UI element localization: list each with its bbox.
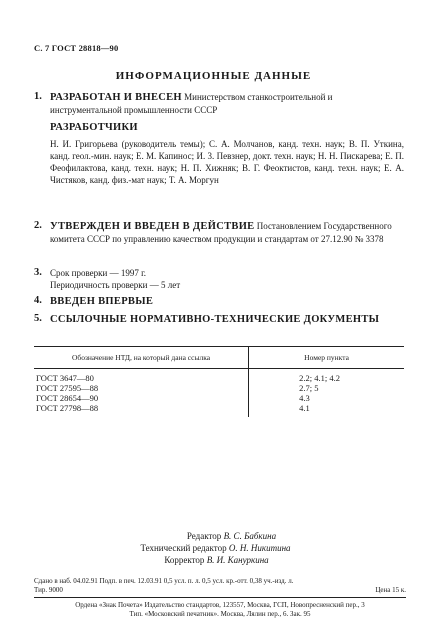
references-table xyxy=(34,346,404,417)
developers-heading: РАЗРАБОТЧИКИ xyxy=(50,122,138,133)
editorial-credits xyxy=(0,530,427,566)
credit-name: О. Н. Никитина xyxy=(228,543,291,553)
imprint-circulation-row xyxy=(34,586,406,595)
imprint-printer: Тип. «Московский печатник». Москва, Лялин пер., 6. Зак. 95 xyxy=(129,609,311,618)
table-cell-item: 4.1 xyxy=(299,403,310,413)
section-heading: ССЫЛОЧНЫЕ НОРМАТИВНО-ТЕХНИЧЕСКИЕ ДОКУМЕНТЫ xyxy=(50,314,380,325)
section-number: 1. xyxy=(34,91,42,102)
imprint-circulation: Тир. 9000 xyxy=(34,585,63,594)
credit-name: В. И. Кануркина xyxy=(206,555,269,565)
table-cell-document: ГОСТ 3647—80 xyxy=(34,369,249,384)
table-cell-document: ГОСТ 27595—88 xyxy=(34,383,249,393)
table-row xyxy=(34,383,404,393)
imprint-price: Цена 15 к. xyxy=(375,585,406,594)
column-header-document: Обозначение НТД, на который дана ссылка xyxy=(34,347,249,369)
review-period: Периодичность проверки — 5 лет xyxy=(50,280,181,290)
table-cell-item: 2.7; 5 xyxy=(299,383,319,393)
section-number: 3. xyxy=(34,267,42,278)
section-heading: РАЗРАБОТАН И ВНЕСЕН xyxy=(50,92,182,103)
table-row xyxy=(34,403,404,417)
section-heading: ВВЕДЕН ВПЕРВЫЕ xyxy=(50,296,154,307)
table-cell-document: ГОСТ 27798—88 xyxy=(34,403,249,417)
section-number: 5. xyxy=(34,313,42,324)
imprint-publisher: Ордена «Знак Почета» Издательство стандартов, 123557, Москва, ГСП, Новопресненский пер., 3 xyxy=(75,601,365,609)
table-cell-document: ГОСТ 28654—90 xyxy=(34,393,249,403)
table-cell-item: 2.2; 4.1; 4.2 xyxy=(299,373,340,383)
imprint-print-data: Сдано в наб. 04.02.91 Подп. в печ. 12.03.91 0,5 усл. п. л. 0,5 усл. кр.-отт. 0,38 уч.-изд. л. xyxy=(34,577,294,585)
section-number: 4. xyxy=(34,295,42,306)
section-text: Министерством станкостроительной и инструментальной промышленности СССР xyxy=(50,92,333,115)
credit-name: В. С. Бабкина xyxy=(223,531,277,541)
credit-role: Редактор xyxy=(186,531,222,541)
section-4 xyxy=(34,295,404,308)
page-header: С. 7 ГОСТ 28818—90 xyxy=(34,43,119,53)
section-number: 2. xyxy=(34,220,42,231)
imprint xyxy=(34,577,406,618)
page-title: ИНФОРМАЦИОННЫЕ ДАННЫЕ xyxy=(115,70,312,82)
credit-role: Технический редактор xyxy=(140,543,227,553)
credit-editor xyxy=(0,530,427,542)
credit-technical-editor xyxy=(0,542,427,554)
section-5 xyxy=(34,313,404,326)
section-3 xyxy=(34,267,404,291)
table-row xyxy=(34,369,404,384)
section-text: Постановлением Государственного комитета СССР по управлению качеством продукции и стандартам от 27.12.90 № 3378 xyxy=(50,221,392,244)
imprint-divider xyxy=(34,597,406,598)
section-1 xyxy=(34,91,404,186)
table-cell-item: 4.3 xyxy=(299,393,310,403)
column-header-item: Номер пункта xyxy=(249,347,404,369)
table-row xyxy=(34,393,404,403)
credit-proofreader xyxy=(0,554,427,566)
developers-list: Н. И. Григорьева (руководитель темы); С. А. Молчанов, канд. техн. наук; В. П. Уткина, канд. геол.-мин. наук; Е. М. Капинос; И. 3. Певзнер, докт. техн. наук; Н. Н. Пискарева; Е. П. Феофилактова, канд. техн. наук; Н. П. Хижняк; В. Г. Феоктистов, канд. техн. наук; Е. А. Чистяков, канд. физ.-мат наук; Т. А. Моргун xyxy=(50,139,404,185)
credit-role: Корректор xyxy=(164,555,205,565)
section-2 xyxy=(34,220,404,245)
review-deadline: Срок проверки — 1997 г. xyxy=(50,268,146,278)
section-heading: УТВЕРЖДЕН И ВВЕДЕН В ДЕЙСТВИЕ xyxy=(50,221,255,232)
